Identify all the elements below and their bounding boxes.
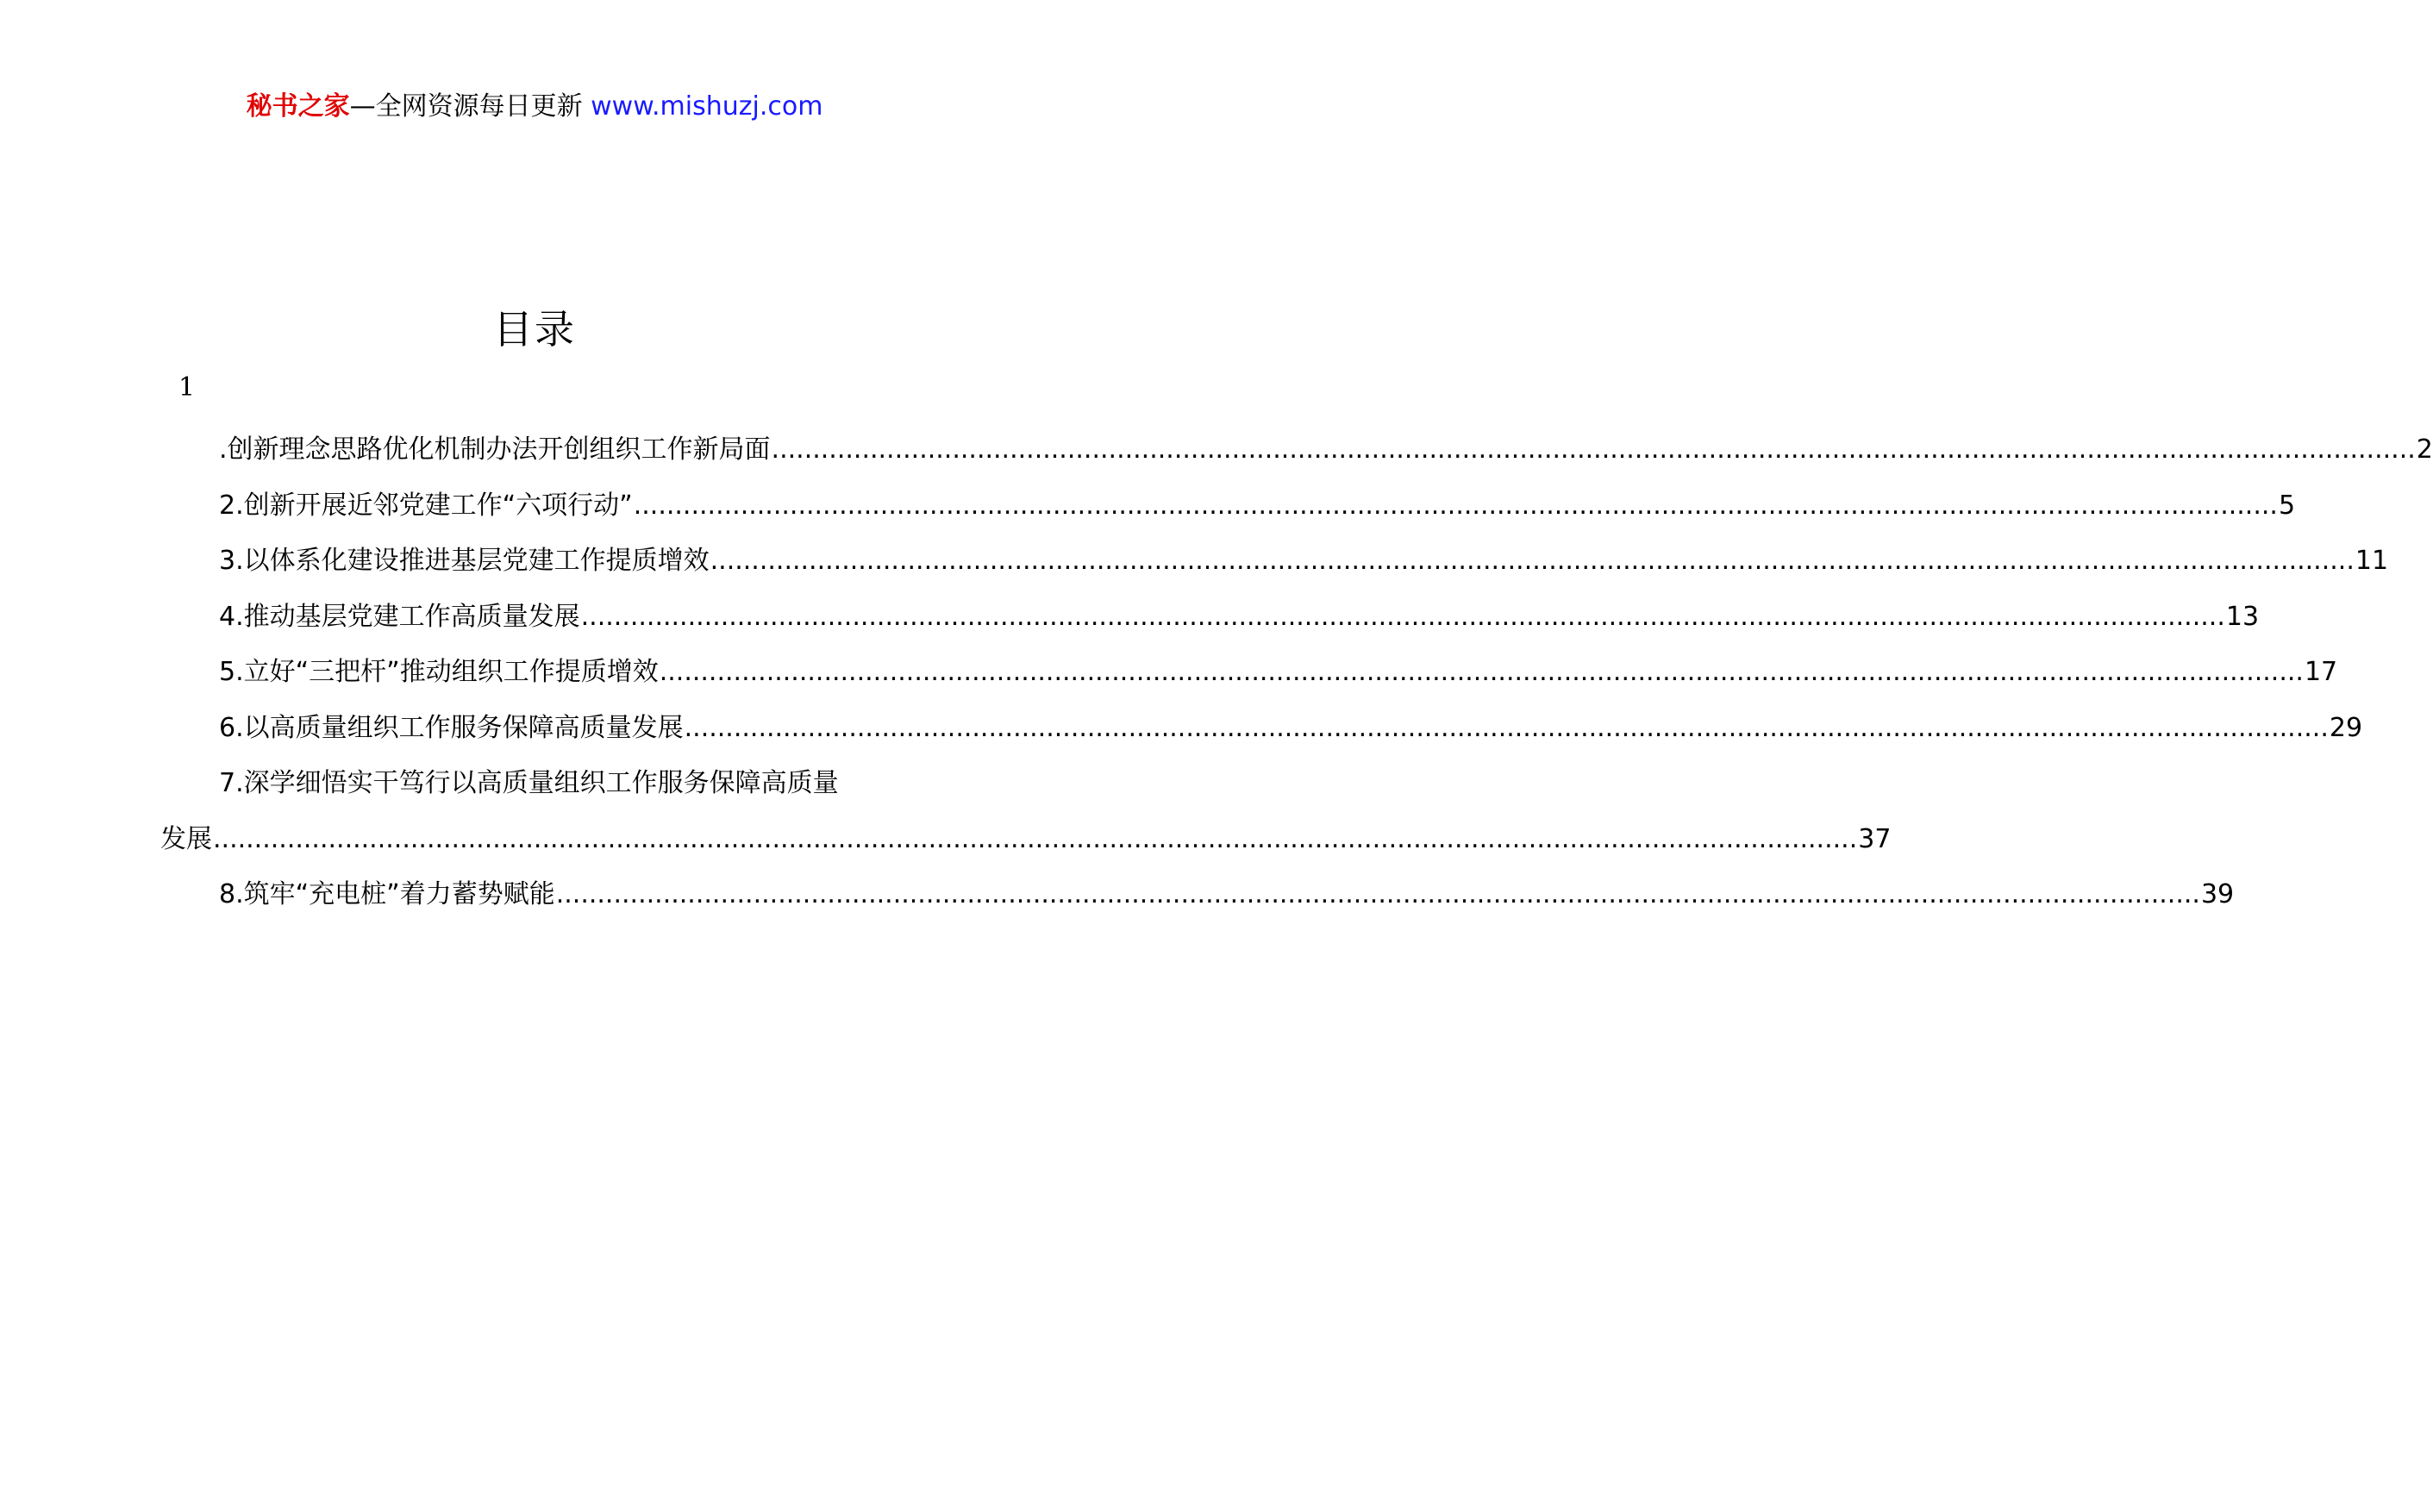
toc-entry-page: 29 [2329,712,2363,743]
toc-title: 目录 [493,306,576,353]
header-tagline: —全网资源每日更新 [349,91,591,122]
toc-entry[interactable] [160,534,2389,590]
dot-leader: ........................................................................................................................................................................................................ [633,490,2278,521]
toc-entry[interactable] [160,756,1892,867]
dot-leader: ........................................................................................................................................................................................................ [684,712,2329,743]
dot-leader: ........................................................................................................................................................................................................ [555,879,2200,909]
toc-entry-label-continued: 发展 [160,823,212,854]
dot-leader: ........................................................................................................................................................................................................ [580,601,2225,632]
dot-leader: ........................................................................................................................................................................................................ [659,657,2304,687]
toc-entry[interactable] [160,645,2338,701]
toc-entry-continuation [160,812,1892,868]
toc-entry-page: 11 [2355,546,2389,576]
toc-entry-label: 4.推动基层党建工作高质量发展 [219,601,580,632]
dot-leader: ........................................................................................................................................................................................................ [771,434,2416,465]
toc-entry-page: 39 [2200,879,2235,909]
toc-entry-page: 17 [2304,657,2338,687]
dot-leader: ........................................................................................................................................................................................................ [710,546,2355,576]
toc-entry-label: 2.创新开展近邻党建工作“六项行动” [219,490,633,521]
toc-entry-label: 6.以高质量组织工作服务保障高质量发展 [219,712,684,743]
toc-entry[interactable] [160,867,2235,923]
brand-name: 秘书之家 [246,91,350,122]
toc-entry[interactable] [160,701,2363,757]
toc-entry-label: 5.立好“三把杆”推动组织工作提质增效 [219,657,659,687]
toc-entry-label: .创新理念思路优化机制办法开创组织工作新局面 [219,434,771,465]
toc-entry-label: 8.筑牢“充电桩”着力蓄势赋能 [219,879,555,909]
stray-list-number: 1 [178,372,196,403]
toc-entry-label: 3.以体系化建设推进基层党建工作提质增效 [219,546,710,576]
toc-entry[interactable] [160,422,2433,478]
dot-leader: ........................................................................................................................................................................................................ [213,823,1858,854]
site-header [0,88,1069,126]
toc-entry-label: 7.深学细悟实干笃行以高质量组织工作服务保障高质量 [219,768,839,798]
toc-entry-page: 5 [2278,490,2296,521]
toc-entry[interactable] [160,478,2296,534]
toc-entry-page: 2 [2416,434,2433,465]
toc-entry[interactable] [160,590,2260,646]
table-of-contents [160,422,2433,923]
toc-entry-page: 13 [2225,601,2260,632]
toc-entry-page: 37 [1858,823,1892,854]
site-url[interactable]: www.mishuzj.com [591,91,823,122]
